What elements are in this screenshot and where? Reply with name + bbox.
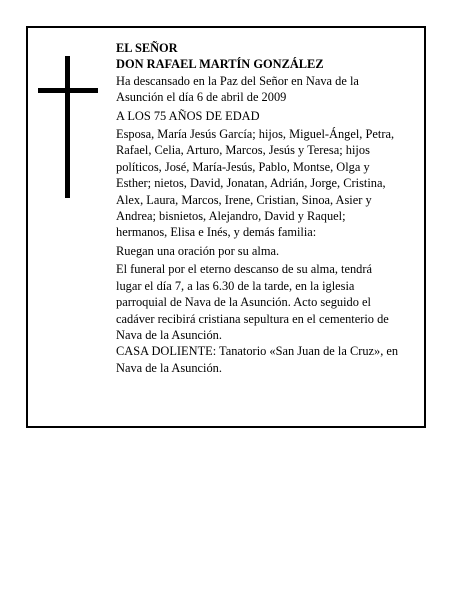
prayer-request: Ruegan una oración por su alma. — [116, 243, 280, 258]
funeral-info: El funeral por el eterno descanso de su alma, tendrá lugar el día 7, a las 6.30 de la tarde, en la iglesia parroquial de Nava de la Asunción. Acto seguido el cadáver recibirá cristiana sepultura en el cementerio de Nava de la Asunción. — [116, 262, 389, 342]
death-announcement: Ha descansado en la Paz del Señor en Nava de la Asunción el día 6 de abril de 2009 — [116, 73, 359, 105]
cross-horizontal-bar — [38, 88, 98, 93]
obituary-text — [116, 40, 426, 376]
obituary-notice — [26, 26, 426, 428]
title-line: EL SEÑOR — [116, 41, 178, 55]
cross-vertical-bar — [65, 56, 70, 198]
mourning-house: CASA DOLIENTE: Tanatorio «San Juan de la Cruz», en Nava de la Asunción. — [116, 344, 399, 375]
age-line: A LOS 75 AÑOS DE EDAD — [116, 108, 260, 123]
cross-icon — [38, 56, 98, 198]
family-list: Esposa, María Jesús García; hijos, Miguel-Ángel, Petra, Rafael, Celia, Arturo, Marcos, Jesús y Teresa; hijos políticos, José, María-Jesús, Pablo, Montse, Olga y Esther; nietos, David, Jonatan, Adrián, Jorge, Cristina, Alex, Laura, Marcos, Irene, Cristian, Sinoa, Asier y Andrea; bisnietos, Alejandro, David y Raquel; hermanos, Elisa e Inés, y demás familia: — [116, 127, 395, 240]
deceased-name: DON RAFAEL MARTÍN GONZÁLEZ — [116, 57, 324, 72]
